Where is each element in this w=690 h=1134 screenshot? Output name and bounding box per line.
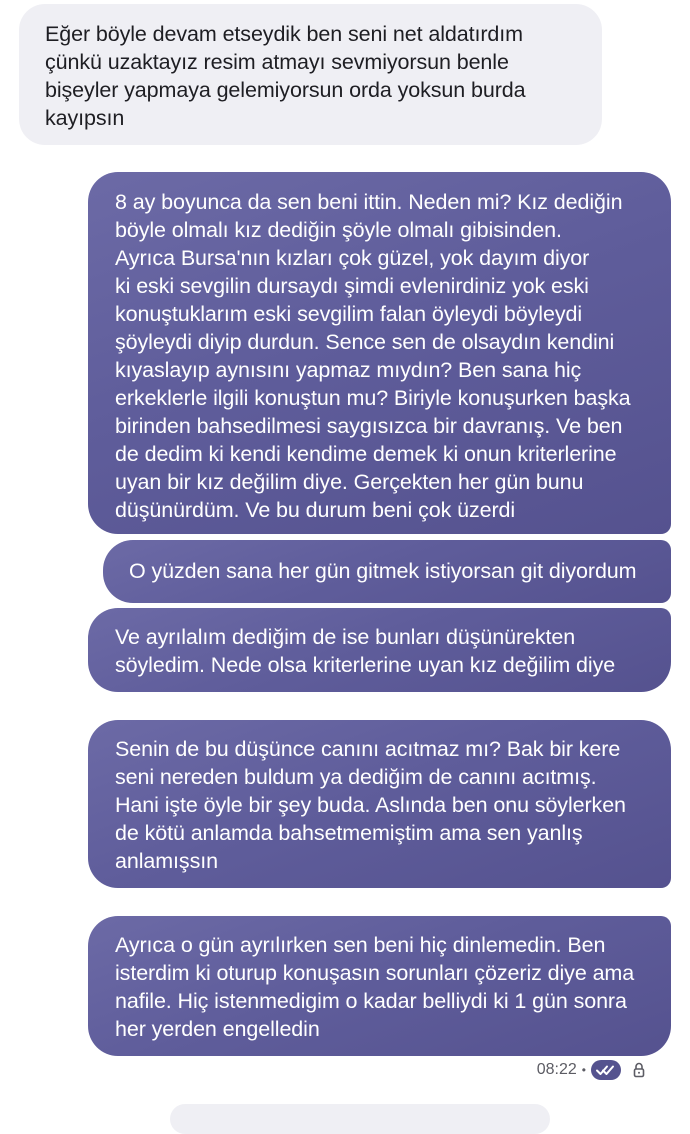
outgoing-message[interactable]: Senin de bu düşünce canını acıtmaz mı? Bak bir kere seni nereden buldum ya dediğim de canını acıtmış. Hani işte öyle bir şey buda. Aslında ben onu söylerken de kötü anlamda bahsetmemiştim ama sen yanlış anlamışsın <box>88 720 671 888</box>
message-time: 08:22 <box>536 1061 577 1078</box>
incoming-message[interactable]: Eğer böyle devam etseydik ben seni net aldatırdım çünkü uzaktayız resim atmayı sevmiyorsun benle bişeyler yapmaya gelemiyorsun orda yoksun burda kayıpsın <box>19 4 602 145</box>
lock-icon <box>632 1061 646 1079</box>
double-check-icon <box>591 1060 621 1080</box>
incoming-message-partial[interactable] <box>170 1104 550 1134</box>
outgoing-message[interactable]: 8 ay boyunca da sen beni ittin. Neden mi? Kız dediğin böyle olmalı kız dediğin şöyle olmalı gibisinden. Ayrıca Bursa'nın kızları çok güzel, yok dayım diyor ki eski sevgilin dursaydı şimdi evlenirdiniz yok eski konuştuklarım eski sevgilim falan öyleydi böyleydi şöyleydi diyip durdun. Sence sen de olsaydın kendini kıyaslayıp aynısını yapmaz mıydın? Ben sana hiç erkeklerle ilgili konuştun mu? Biriyle konuşurken başka birinden bahsedilmesi saygısızca bir davranış. Ve ben de dedim ki kendi kendime demek ki onun kriterlerine uyan bir kız değilim diye. Gerçekten her gün bunu düşünürdüm. Ve bu durum beni çok üzerdi <box>88 172 671 534</box>
outgoing-message[interactable]: Ayrıca o gün ayrılırken sen beni hiç dinlemedin. Ben isterdim ki oturup konuşasın sorunları çözeriz diye ama nafile. Hiç istenmedigim o kadar belliydi ki 1 gün sonra her yerden engelledin <box>88 916 671 1056</box>
outgoing-message[interactable]: Ve ayrılalım dediğim de ise bunları düşünürekten söyledim. Nede olsa kriterlerine uyan kız değilim diye <box>88 608 671 692</box>
outgoing-message[interactable]: O yüzden sana her gün gitmek istiyorsan git diyordum <box>103 540 671 603</box>
status-separator: • <box>581 1063 586 1077</box>
message-status <box>537 1058 646 1082</box>
